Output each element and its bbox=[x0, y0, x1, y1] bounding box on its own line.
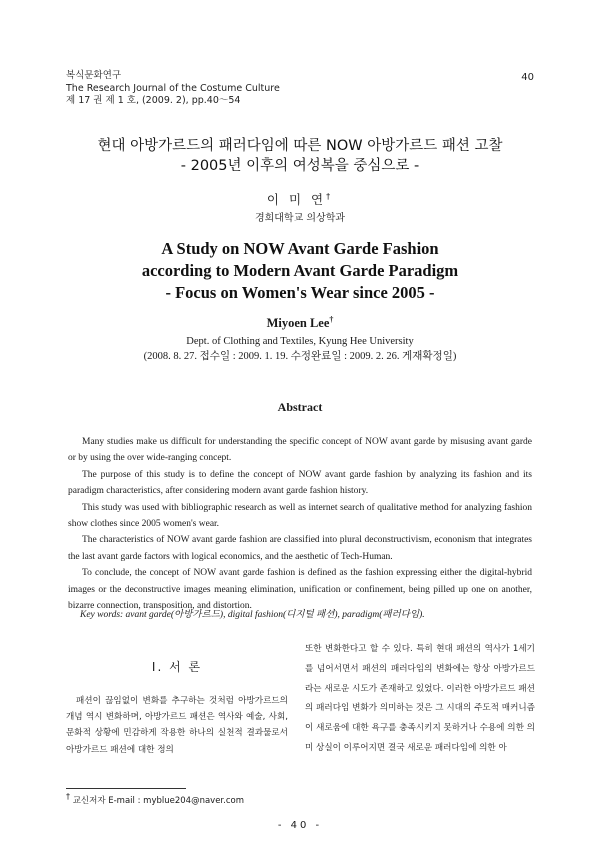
page-footer: - 40 - bbox=[277, 820, 323, 831]
abstract-paragraph: Many studies make us difficult for understanding the specific concept of NOW avant garde by misusing avant garde or by using the over wide-ranging concept. bbox=[68, 437, 532, 464]
left-column bbox=[66, 652, 288, 758]
body-text-left: 패션이 끊임없이 변화를 추구하는 것처럼 아방가르드의 개념 역시 변화하며, 아방가르드 패션은 역사와 예술, 사회, 문화적 상황에 민감하게 작용한 하나의 실천적 결과물로서 아방가르드 패션에 대한 정의 bbox=[66, 696, 288, 755]
korean-title bbox=[0, 136, 600, 176]
korean-title-line1: 현대 아방가르드의 패러다임에 따른 NOW 아방가르드 패션 고찰 bbox=[97, 138, 503, 154]
body-text-right: 또한 변화한다고 할 수 있다. 특히 현대 패션의 역사가 1세기를 넘어서면서 패션의 패러다임의 변화에는 항상 아방가르드라는 새로운 시도가 존재하고 있었다. 이러한 아방가르드 패션의 패러다임 변화가 의미하는 것은 그 시대의 주도적 매커니즘이 새로움에 대한 욕구를 충족시키지 못하거나 수용에 의한 의미 상실이 이루어지면 결국 새로운 패러다임에 의한 아 bbox=[305, 644, 535, 753]
english-affiliation: Dept. of Clothing and Textiles, Kyung Hee University bbox=[186, 336, 414, 347]
footnote-divider bbox=[66, 788, 186, 789]
footnote bbox=[66, 792, 244, 806]
english-title-line1: A Study on NOW Avant Garde Fashion bbox=[161, 239, 439, 258]
english-title-line2: according to Modern Avant Garde Paradigm bbox=[141, 261, 459, 280]
abstract-body bbox=[68, 434, 532, 614]
english-author-name: Miyoen Lee bbox=[266, 316, 330, 331]
abstract-paragraph: This study was used with bibliographic research as well as internet search of qualitative method for analyzing fashion show clothes since 2005 women's wear. bbox=[68, 502, 532, 530]
abstract-heading: Abstract bbox=[277, 400, 323, 414]
journal-name-en: The Research Journal of the Costume Culture bbox=[66, 82, 280, 94]
korean-author-name: 이 미 연 bbox=[266, 192, 327, 207]
english-author bbox=[0, 315, 600, 331]
abstract-paragraph: To conclude, the concept of NOW avant garde fashion is defined as the fashion expressing either the digital-hybrid images or the deconstructive images meaning elimination, unification or confinement, being pilled up one on another, bizarre connection, transposition, and distortion. bbox=[68, 568, 532, 612]
korean-author bbox=[0, 190, 600, 208]
abstract-paragraph: The purpose of this study is to define the concept of NOW avant garde fashion by analyzing its fashion and its paradigm characteristics, after considering modern avant garde fashion history. bbox=[68, 469, 532, 497]
footnote-text: 교신저자 E-mail : myblue204@naver.com bbox=[72, 795, 245, 806]
footnote-mark: † bbox=[66, 792, 70, 801]
english-affiliation-block bbox=[0, 334, 600, 364]
section-title: Ⅰ. 서 론 bbox=[151, 660, 203, 674]
journal-issue: 제 17 권 제 1 호, (2009. 2), pp.40～54 bbox=[66, 95, 241, 106]
right-column bbox=[305, 640, 535, 759]
korean-affiliation: 경희대학교 의상학과 bbox=[254, 213, 346, 224]
submission-dates: (2008. 8. 27. 접수일 : 2009. 1. 19. 수정완료일 : 2009. 2. 26. 게재확정일) bbox=[143, 351, 457, 362]
english-title bbox=[0, 238, 600, 304]
journal-header bbox=[66, 70, 280, 108]
author-mark: † bbox=[326, 191, 334, 201]
abstract-paragraph: The characteristics of NOW avant garde fashion are classified into plural deconstructivism, econonism that integrates the last avant garde factors with logical economics, and the aesthetic of Tech-Human. bbox=[68, 535, 532, 562]
journal-name-ko: 복식문화연구 bbox=[66, 70, 122, 81]
korean-title-line2: - 2005년 이후의 여성복을 중심으로 - bbox=[180, 158, 420, 174]
author-mark-en: † bbox=[329, 315, 334, 324]
page-number-top: 40 bbox=[521, 72, 534, 83]
keywords: Key words: avant garde(아방가르드), digital fashion(디지털 패션), paradigm(패러다임). bbox=[80, 610, 425, 620]
english-title-line3: - Focus on Women's Wear since 2005 - bbox=[165, 283, 435, 302]
